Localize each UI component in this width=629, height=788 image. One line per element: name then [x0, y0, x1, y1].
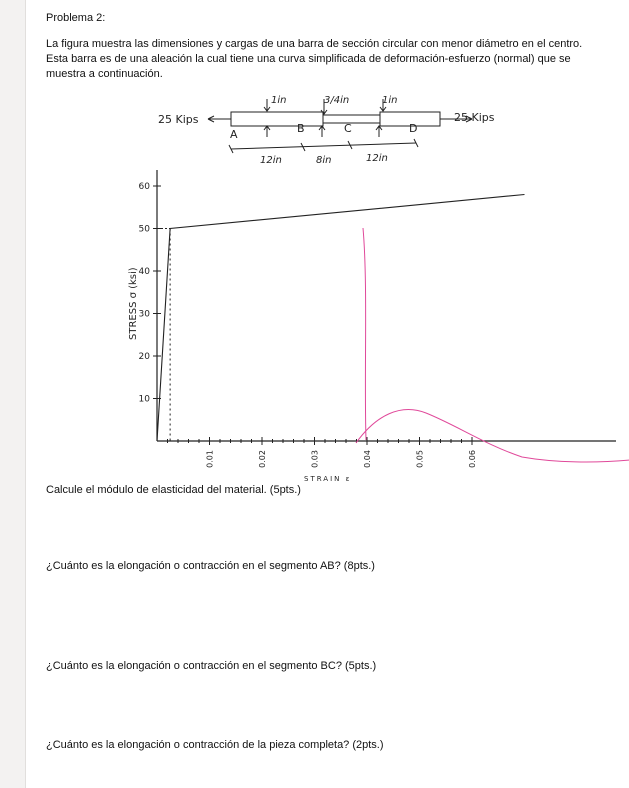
length-ab-label: 12in [260, 155, 282, 166]
y-axis-label: STRESS σ (ksi) [128, 267, 139, 340]
document-page [25, 0, 629, 788]
marker-arrow-2 [319, 126, 325, 137]
y-tick-label: 30 [138, 309, 150, 320]
x-tick-label: 0.01 [205, 450, 215, 468]
point-d-label: D [409, 122, 418, 135]
y-tick-label: 40 [138, 267, 150, 277]
y-tick-label: 50 [138, 224, 150, 235]
length-cd-label: 12in [366, 153, 388, 164]
stress-strain-curve [157, 195, 525, 442]
question-2: ¿Cuánto es la elongación o contracción en el segmento AB? (8pts.) [46, 560, 375, 572]
question-3: ¿Cuánto es la elongación o contracción en el segmento BC? (5pts.) [46, 660, 377, 672]
bar-segment-ab [231, 112, 323, 126]
diameter-center-label: 3/4in [324, 95, 350, 106]
y-tick-label: 20 [138, 352, 150, 362]
load-right-label: 25 Kips [454, 111, 495, 124]
point-a-label: A [230, 128, 238, 141]
point-b-label: B [297, 122, 305, 135]
marker-arrow-3 [376, 126, 382, 137]
x-tick-label: 0.02 [258, 450, 267, 468]
problem-intro: La figura muestra las dimensiones y cargas de una barra de sección circular con menor diámetro en el centro. Esta barra es de una aleación la cual tiene una curva simplificada de deformación-esfuerzo (normal) que se muestra a continuación. [46, 38, 583, 80]
y-tick-label: 60 [138, 182, 150, 192]
stress-strain-chart [128, 170, 629, 483]
y-tick-label: 10 [138, 394, 150, 405]
x-axis-label: STRAIN ε [304, 475, 352, 483]
problem-figure [26, 85, 629, 485]
dimension-line [231, 143, 416, 149]
pink-annotation-stroke [356, 228, 629, 462]
x-tick-label: 0.03 [310, 450, 320, 468]
load-left-label: 25 Kips [158, 113, 199, 126]
point-c-label: C [344, 122, 352, 135]
length-bc-label: 8in [316, 155, 332, 166]
bar-diagram [208, 99, 472, 153]
problem-heading: Problema 2: [46, 12, 106, 24]
diameter-left-label: 1in [271, 95, 287, 106]
x-tick-label: 0.05 [415, 450, 425, 468]
diameter-right-label: 1in [382, 95, 398, 106]
x-tick-label: 0.04 [363, 450, 372, 468]
diameter-left-arrow [264, 99, 270, 111]
question-1: Calcule el módulo de elasticidad del material. (5pts.) [46, 484, 301, 496]
question-4: ¿Cuánto es la elongación o contracción de la pieza completa? (2pts.) [46, 739, 384, 751]
marker-arrow-1 [264, 126, 270, 137]
x-tick-label: 0.06 [468, 450, 477, 468]
